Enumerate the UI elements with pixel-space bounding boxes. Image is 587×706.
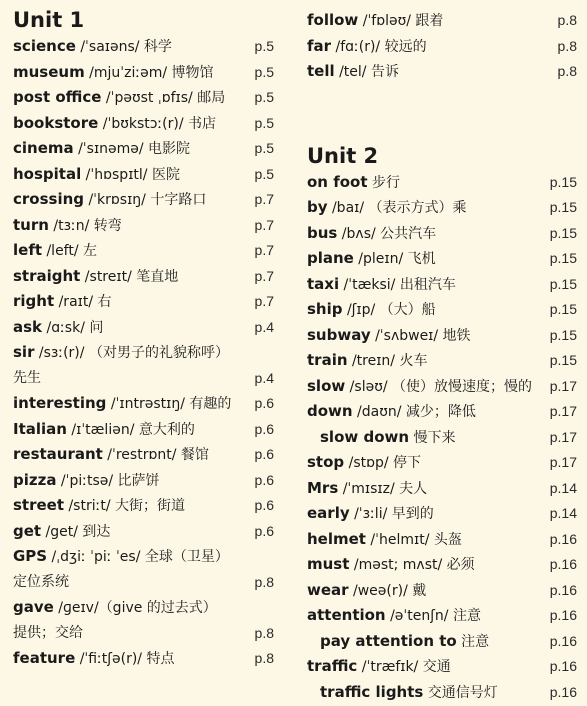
vocab-entry <box>0 238 290 264</box>
vocab-meaning: 头盔 <box>429 531 462 548</box>
vocab-entry <box>0 595 290 621</box>
vocab-word: by <box>307 198 328 216</box>
vocab-word: museum <box>13 62 85 81</box>
vocab-meaning: 到达 <box>77 523 111 540</box>
vocab-entry <box>0 111 290 137</box>
vocab-phonetic: /ˈfiːtʃə(r)/ <box>75 651 143 667</box>
vocab-meaning: 定位系统 <box>13 573 69 590</box>
page-number: p.5 <box>254 63 274 80</box>
vocab-meaning: 有趣的 <box>184 396 232 412</box>
vocab-entry <box>300 629 587 655</box>
vocab-meaning: 餐馆 <box>176 447 209 463</box>
vocab-meaning: 注意 <box>456 633 490 650</box>
vocab-phonetic: /əˈtenʃn/ <box>385 608 449 624</box>
vocab-word: straight <box>13 266 81 285</box>
vocab-entry <box>0 391 290 417</box>
vocab-phonetic: /ʃɪp/ <box>342 302 376 318</box>
vocab-meaning: 笔直地 <box>131 268 179 285</box>
vocab-entry <box>0 544 290 570</box>
page-number: p.4 <box>254 369 274 386</box>
vocab-meaning: （使）放慢速度；慢的 <box>387 378 533 395</box>
vocab-phonetic: /stɒp/ <box>344 455 389 471</box>
vocab-entry <box>300 221 587 247</box>
page-number: p.14 <box>549 479 577 496</box>
vocab-word: ship <box>307 300 343 318</box>
page-number: p.15 <box>549 352 577 368</box>
vocab-word: post office <box>13 88 102 106</box>
vocab-phonetic: /ɡeɪv/ <box>53 600 99 616</box>
vocab-entry <box>300 170 587 196</box>
vocab-entry <box>0 366 290 392</box>
vocab-meaning: 大街；街道 <box>110 498 185 514</box>
vocab-meaning: 慢下来 <box>409 429 456 446</box>
vocab-phonetic: /ˈrestrɒnt/ <box>102 447 177 463</box>
vocab-phonetic: /sɜː(r)/ <box>34 345 85 361</box>
vocab-word: feature <box>13 649 76 667</box>
vocab-word: GPS <box>13 547 48 565</box>
vocab-word: slow down <box>320 427 410 446</box>
vocab-meaning: 意大利的 <box>134 421 195 438</box>
vocab-word: traffic lights <box>320 682 424 701</box>
page-number: p.7 <box>254 191 274 207</box>
vocab-meaning: 戴 <box>407 582 427 599</box>
page-number: p.7 <box>254 293 274 309</box>
page-number: p.16 <box>549 530 577 547</box>
left-column <box>0 0 290 672</box>
page-number: p.14 <box>549 505 577 521</box>
vocab-phonetic: /ˈpiːtsə/ <box>56 472 114 489</box>
vocab-word: crossing <box>13 190 85 208</box>
vocab-meaning: 特点 <box>142 651 175 667</box>
vocab-entry <box>0 621 290 647</box>
page-number: p.8 <box>254 573 274 590</box>
vocab-phonetic: /sləʊ/ <box>345 378 388 395</box>
vocab-entry <box>0 468 290 494</box>
unit-1-vocab-list <box>0 34 290 672</box>
page-number: p.17 <box>549 377 577 394</box>
vocab-phonetic: /ˈpəʊst ˌɒfɪs/ <box>101 90 193 106</box>
vocab-phonetic: /daʊn/ <box>352 404 402 420</box>
vocab-word: ask <box>13 317 43 336</box>
vocab-word: gave <box>13 598 54 616</box>
vocab-meaning: 电影院 <box>143 141 191 157</box>
vocab-phonetic: /ˈsaɪəns/ <box>75 39 140 55</box>
vocab-meaning: （大）船 <box>375 302 436 318</box>
page-number: p.8 <box>557 37 577 54</box>
vocab-word: Italian <box>13 419 67 438</box>
page-number: p.15 <box>549 199 577 215</box>
vocab-entry <box>0 340 290 366</box>
vocab-phonetic: /ˈtæksi/ <box>339 276 396 293</box>
vocab-entry <box>300 603 587 629</box>
vocab-entry <box>0 85 290 111</box>
vocab-phonetic: /treɪn/ <box>347 353 396 369</box>
vocab-phonetic: /ˈbʊkstɔː(r)/ <box>98 115 184 132</box>
vocab-phonetic: /ˈhɒspɪtl/ <box>81 166 148 183</box>
vocab-word: early <box>307 504 350 522</box>
vocab-word: Mrs <box>307 478 339 497</box>
vocab-entry <box>300 297 587 323</box>
page-number: p.8 <box>254 624 274 641</box>
vocab-word: slow <box>307 376 346 395</box>
right-column <box>300 0 587 705</box>
vocab-word: hospital <box>13 164 82 183</box>
vocab-meaning: 较远的 <box>380 38 427 55</box>
page-number: p.7 <box>254 216 274 233</box>
vocab-entry <box>300 374 587 400</box>
vocab-meaning: 问 <box>84 319 104 336</box>
vocab-entry <box>300 195 587 221</box>
vocab-word: stop <box>307 453 345 471</box>
vocab-phonetic: /get/ <box>41 523 78 540</box>
vocab-meaning: 书店 <box>183 115 217 132</box>
vocab-meaning: 十字路口 <box>145 192 207 208</box>
vocab-meaning: 注意 <box>448 608 481 624</box>
page-number: p.5 <box>254 38 274 54</box>
vocab-entry <box>0 213 290 239</box>
vocab-phonetic: /ɑːsk/ <box>42 319 85 336</box>
page-number: p.5 <box>254 89 274 105</box>
vocab-word: turn <box>13 215 49 234</box>
vocab-word: tell <box>307 62 335 80</box>
vocab-entry <box>0 570 290 596</box>
vocab-meaning: 博物馆 <box>167 64 214 81</box>
vocab-entry <box>0 519 290 545</box>
vocab-phonetic: /weə(r)/ <box>348 582 408 599</box>
page-number: p.7 <box>254 242 274 258</box>
vocab-entry <box>0 442 290 468</box>
vocab-phonetic: /ˈmɪsɪz/ <box>338 480 395 497</box>
vocab-meaning: （give 的过去式） <box>98 600 217 616</box>
vocab-entry <box>0 417 290 443</box>
vocab-meaning: （对男子的礼貌称呼） <box>84 345 229 361</box>
vocab-entry <box>0 315 290 341</box>
vocab-entry <box>300 425 587 451</box>
vocab-word: restaurant <box>13 445 103 463</box>
vocab-phonetic: /striːt/ <box>64 498 111 514</box>
vocab-meaning: （表示方式）乘 <box>364 200 467 216</box>
vocab-word: taxi <box>307 274 340 293</box>
page-number: p.6 <box>254 497 274 513</box>
vocab-word: on foot <box>307 172 368 191</box>
page-number: p.15 <box>549 301 577 317</box>
page-number: p.6 <box>254 395 274 411</box>
vocab-entry <box>300 654 587 680</box>
vocab-meaning: 提供；交给 <box>13 624 83 641</box>
vocab-meaning: 早到的 <box>387 506 434 522</box>
vocab-word: left <box>13 241 43 259</box>
vocab-phonetic: /ˈsɪnəmə/ <box>73 141 144 157</box>
vocab-meaning: 步行 <box>367 174 400 191</box>
vocab-meaning: 公共汽车 <box>375 225 437 242</box>
vocab-word: follow <box>307 11 359 29</box>
vocab-phonetic: /tɜːn/ <box>48 217 90 234</box>
vocab-meaning: 交通信号灯 <box>423 684 498 701</box>
vocab-phonetic: /ˈsʌbweɪ/ <box>370 327 439 344</box>
vocab-word: train <box>307 351 348 369</box>
page-number: p.15 <box>549 224 577 241</box>
vocab-meaning: 比萨饼 <box>113 472 160 489</box>
vocab-entry <box>300 527 587 553</box>
page-number: p.15 <box>549 326 577 343</box>
vocab-word: plane <box>307 249 354 267</box>
vocab-entry <box>0 162 290 188</box>
vocab-word: helmet <box>307 529 366 548</box>
vocab-entry <box>300 8 587 34</box>
vocab-phonetic: /left/ <box>42 243 79 259</box>
vocab-entry <box>0 34 290 60</box>
page-number: p.8 <box>557 12 577 28</box>
vocab-meaning: 地铁 <box>438 327 471 344</box>
vocab-meaning: 科学 <box>139 39 172 55</box>
vocab-entry <box>300 680 587 706</box>
vocab-meaning: 转弯 <box>89 217 122 234</box>
page-number: p.5 <box>254 140 274 156</box>
page-number: p.16 <box>549 581 577 598</box>
vocab-phonetic: /baɪ/ <box>327 200 365 216</box>
vocab-meaning: 火车 <box>395 353 428 369</box>
page-number: p.6 <box>254 446 274 462</box>
vocab-entry <box>300 272 587 298</box>
vocab-word: bookstore <box>13 113 99 132</box>
vocab-word: down <box>307 402 353 420</box>
vocab-entry <box>0 60 290 86</box>
page-number: p.15 <box>549 173 577 190</box>
vocab-meaning: 邮局 <box>192 90 226 106</box>
vocab-meaning: 跟着 <box>410 13 444 29</box>
page-number: p.6 <box>254 420 274 437</box>
page-number: p.15 <box>549 275 577 292</box>
vocab-word: bus <box>307 223 338 242</box>
page-number: p.7 <box>254 267 274 284</box>
vocab-meaning: 出租汽车 <box>395 276 456 293</box>
vocab-meaning: 右 <box>93 294 112 310</box>
vocab-phonetic: /ˈɪntrəstɪŋ/ <box>106 396 185 412</box>
vocab-entry <box>300 476 587 502</box>
vocab-word: traffic <box>307 657 358 675</box>
page-number: p.8 <box>254 650 274 666</box>
vocab-meaning: 夫人 <box>394 480 428 497</box>
vocab-entry <box>0 187 290 213</box>
vocab-word: attention <box>307 606 386 624</box>
page-number: p.16 <box>549 607 577 623</box>
page-number: p.17 <box>549 403 577 419</box>
vocab-meaning: 飞机 <box>403 251 436 267</box>
vocab-phonetic: /ˈkrɒsɪŋ/ <box>84 192 146 208</box>
page-number: p.16 <box>549 658 577 674</box>
vocab-phonetic: /streɪt/ <box>80 268 132 285</box>
vocab-meaning: 必须 <box>442 557 475 573</box>
vocab-phonetic: /ɪˈtæliən/ <box>66 421 135 438</box>
vocab-entry <box>300 348 587 374</box>
vocab-word: pizza <box>13 470 57 489</box>
vocab-meaning: 全球（卫星） <box>140 549 229 565</box>
vocab-meaning: 停下 <box>388 455 422 471</box>
unit-2-title: Unit 2 <box>307 143 379 168</box>
page-number: p.17 <box>549 454 577 470</box>
unit-2-vocab-list <box>300 170 587 706</box>
vocab-entry <box>300 450 587 476</box>
vocab-meaning: 告诉 <box>366 64 399 80</box>
vocab-meaning: 医院 <box>147 166 180 183</box>
vocab-phonetic: /mjuˈziːəm/ <box>84 64 168 81</box>
vocab-meaning: 减少；降低 <box>401 404 476 420</box>
vocab-word: cinema <box>13 139 74 157</box>
vocab-phonetic: /ˌdʒiː ˈpiː ˈes/ <box>47 549 141 565</box>
unit-1-title: Unit 1 <box>13 8 85 32</box>
vocab-entry <box>300 59 587 85</box>
vocab-phonetic: /ˈfɒləʊ/ <box>358 13 411 29</box>
vocab-phonetic: /raɪt/ <box>54 294 94 310</box>
page-number: p.5 <box>254 165 274 182</box>
page-number: p.5 <box>254 114 274 131</box>
vocab-word: interesting <box>13 394 107 412</box>
vocab-word: sir <box>13 343 35 361</box>
vocab-entry <box>300 323 587 349</box>
vocab-phonetic: /tel/ <box>334 64 367 80</box>
vocab-word: street <box>13 496 65 514</box>
vocab-meaning: 左 <box>78 243 98 259</box>
vocab-phonetic: /ˈhelmɪt/ <box>365 531 430 548</box>
vocab-entry <box>300 399 587 425</box>
vocab-meaning: 先生 <box>13 369 41 386</box>
vocab-entry <box>0 264 290 290</box>
vocab-phonetic: /ˈtræfɪk/ <box>357 659 419 675</box>
vocab-word: pay attention to <box>320 631 457 650</box>
page-number: p.16 <box>549 632 577 649</box>
vocab-entry <box>300 552 587 578</box>
vocab-entry <box>300 578 587 604</box>
page-number: p.4 <box>254 318 274 335</box>
vocab-phonetic: /bʌs/ <box>337 225 376 242</box>
page-number: p.17 <box>549 428 577 445</box>
vocab-meaning: 交通 <box>418 659 451 675</box>
vocab-word: subway <box>307 325 371 344</box>
vocab-entry <box>300 34 587 60</box>
page-number: p.16 <box>549 556 577 572</box>
page-number: p.16 <box>549 683 577 700</box>
vocab-entry <box>300 246 587 272</box>
vocab-entry <box>0 493 290 519</box>
unit-1-continued-list <box>300 0 587 85</box>
page-number: p.8 <box>557 63 577 79</box>
page-number: p.15 <box>549 250 577 266</box>
vocab-phonetic: /fɑː(r)/ <box>331 38 381 55</box>
vocab-phonetic: /pleɪn/ <box>353 251 404 267</box>
vocab-phonetic: /ˈɜːli/ <box>349 506 388 522</box>
vocab-entry <box>0 289 290 315</box>
vocab-word: wear <box>307 580 349 599</box>
vocab-word: get <box>13 521 42 540</box>
vocab-phonetic: /məst; mʌst/ <box>349 557 443 573</box>
vocab-entry <box>300 501 587 527</box>
vocab-word: science <box>13 37 76 55</box>
page-number: p.6 <box>254 522 274 539</box>
vocab-word: right <box>13 292 55 310</box>
vocab-word: must <box>307 555 350 573</box>
vocab-entry <box>0 646 290 672</box>
vocab-word: far <box>307 36 332 55</box>
page-number: p.6 <box>254 471 274 488</box>
vocab-entry <box>0 136 290 162</box>
